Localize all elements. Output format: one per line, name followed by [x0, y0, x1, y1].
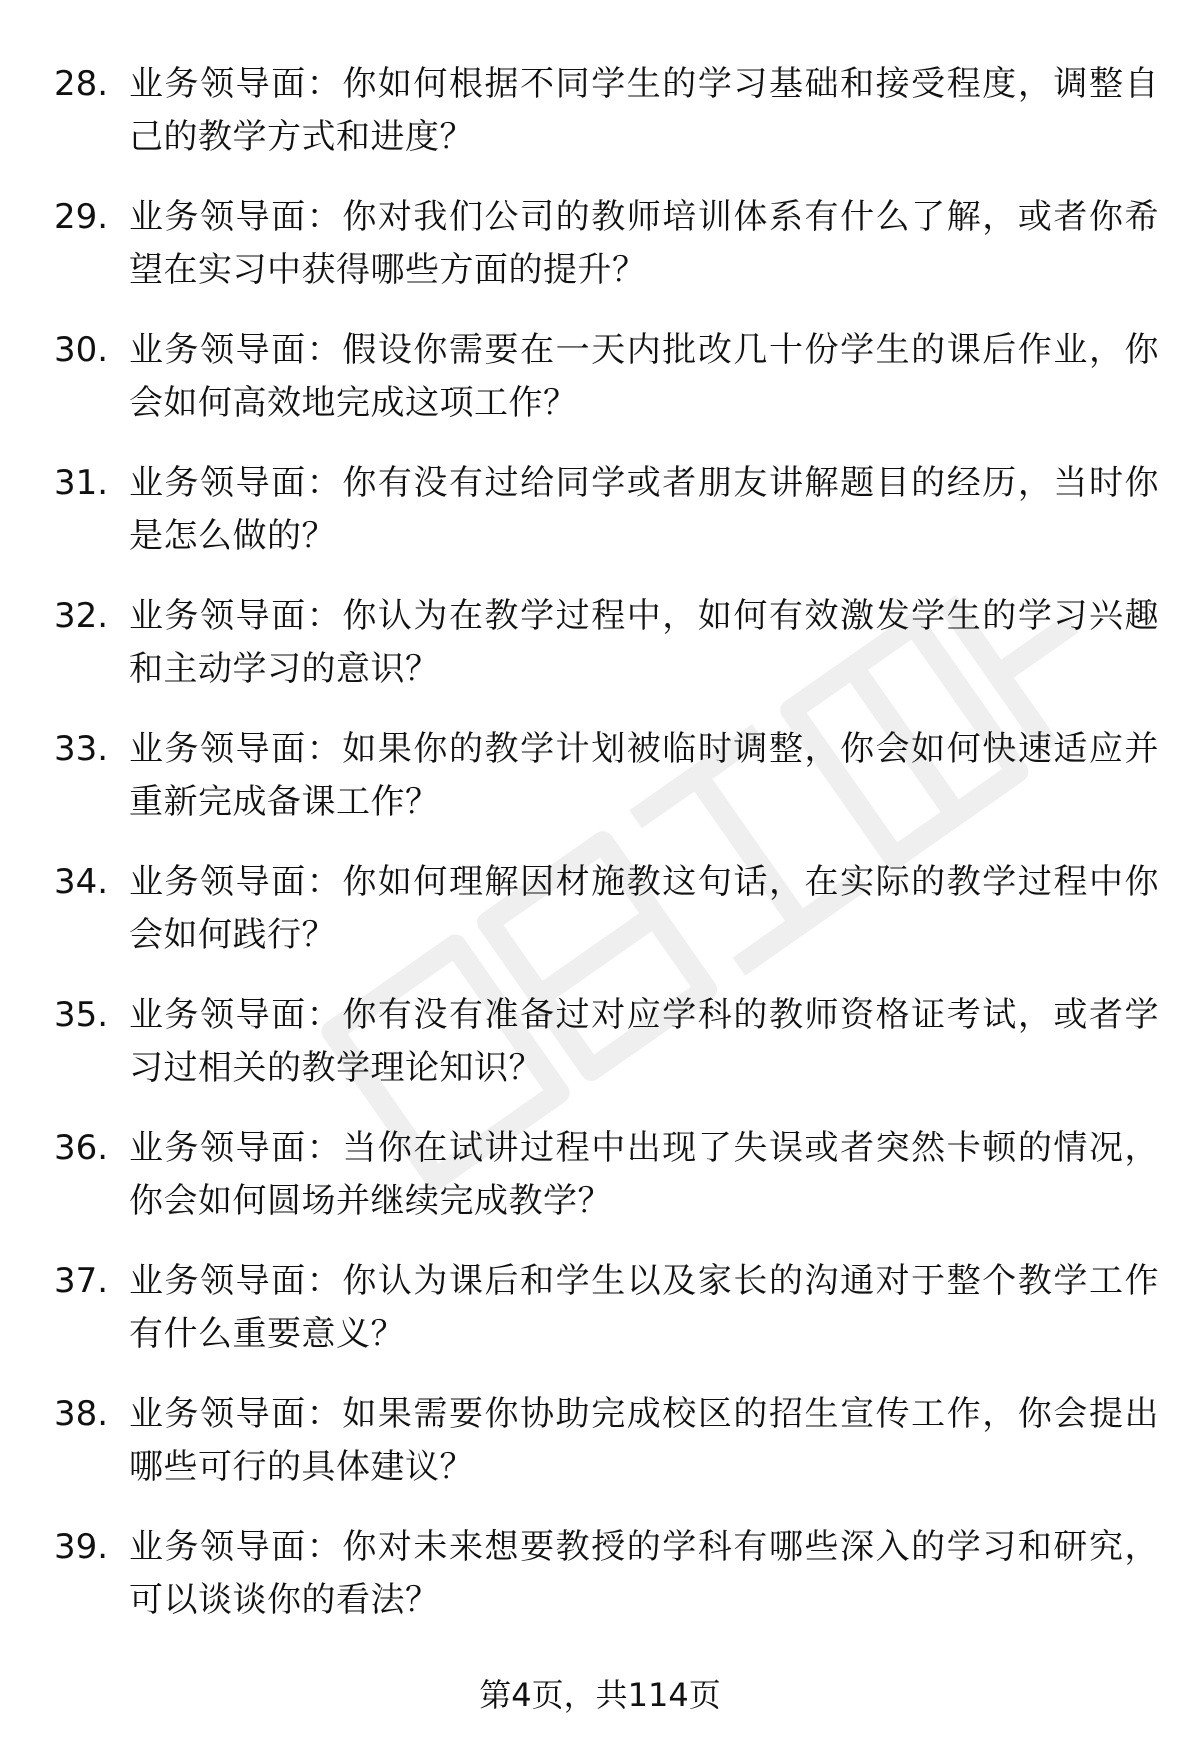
question-number: 39. [54, 1527, 109, 1567]
question-number: 37. [54, 1261, 109, 1301]
question-text: 业务领导面：你对未来想要教授的学科有哪些深入的学习和研究，可以谈谈你的看法？ [129, 1527, 1159, 1620]
question-text: 业务领导面：你有没有准备过对应学科的教师资格证考试，或者学习过相关的教学理论知识？ [129, 995, 1159, 1088]
question-text: 业务领导面：你如何理解因材施教这句话，在实际的教学过程中你会如何践行？ [129, 862, 1159, 955]
question-number: 35. [54, 995, 109, 1035]
list-item [54, 1521, 1159, 1654]
list-item [54, 590, 1159, 723]
question-text: 业务领导面：如果你的教学计划被临时调整，你会如何快速适应并重新完成备课工作？ [129, 729, 1159, 822]
question-number: 36. [54, 1128, 109, 1168]
list-item [54, 1388, 1159, 1521]
list-item [54, 856, 1159, 989]
list-item [54, 1255, 1159, 1388]
question-number: 29. [54, 197, 109, 237]
question-number: 38. [54, 1394, 109, 1434]
list-item [54, 723, 1159, 856]
question-text: 业务领导面：你有没有过给同学或者朋友讲解题目的经历，当时你是怎么做的？ [129, 463, 1159, 556]
question-text: 业务领导面：你对我们公司的教师培训体系有什么了解，或者你希望在实习中获得哪些方面的提升？ [129, 197, 1159, 290]
question-number: 28. [54, 64, 109, 104]
question-text: 业务领导面：假设你需要在一天内批改几十份学生的课后作业，你会如何高效地完成这项工作？ [129, 330, 1159, 423]
list-item [54, 191, 1159, 324]
question-text: 业务领导面：如果需要你协助完成校区的招生宣传工作，你会提出哪些可行的具体建议？ [129, 1394, 1159, 1487]
question-text: 业务领导面：你认为在教学过程中，如何有效激发学生的学习兴趣和主动学习的意识？ [129, 596, 1159, 689]
question-number: 33. [54, 729, 109, 769]
question-text: 业务领导面：当你在试讲过程中出现了失误或者突然卡顿的情况，你会如何圆场并继续完成教学？ [129, 1128, 1159, 1221]
question-list [54, 58, 1159, 1654]
list-item [54, 58, 1159, 191]
page-footer: 第4页，共114页 [479, 1676, 721, 1714]
question-text: 业务领导面：你如何根据不同学生的学习基础和接受程度，调整自己的教学方式和进度？ [129, 64, 1159, 157]
question-number: 30. [54, 330, 109, 370]
list-item [54, 1122, 1159, 1255]
list-item [54, 457, 1159, 590]
question-number: 32. [54, 596, 109, 636]
list-item [54, 324, 1159, 457]
question-text: 业务领导面：你认为课后和学生以及家长的沟通对于整个教学工作有什么重要意义？ [129, 1261, 1159, 1354]
list-item [54, 989, 1159, 1122]
question-number: 34. [54, 862, 109, 902]
question-number: 31. [54, 463, 109, 503]
